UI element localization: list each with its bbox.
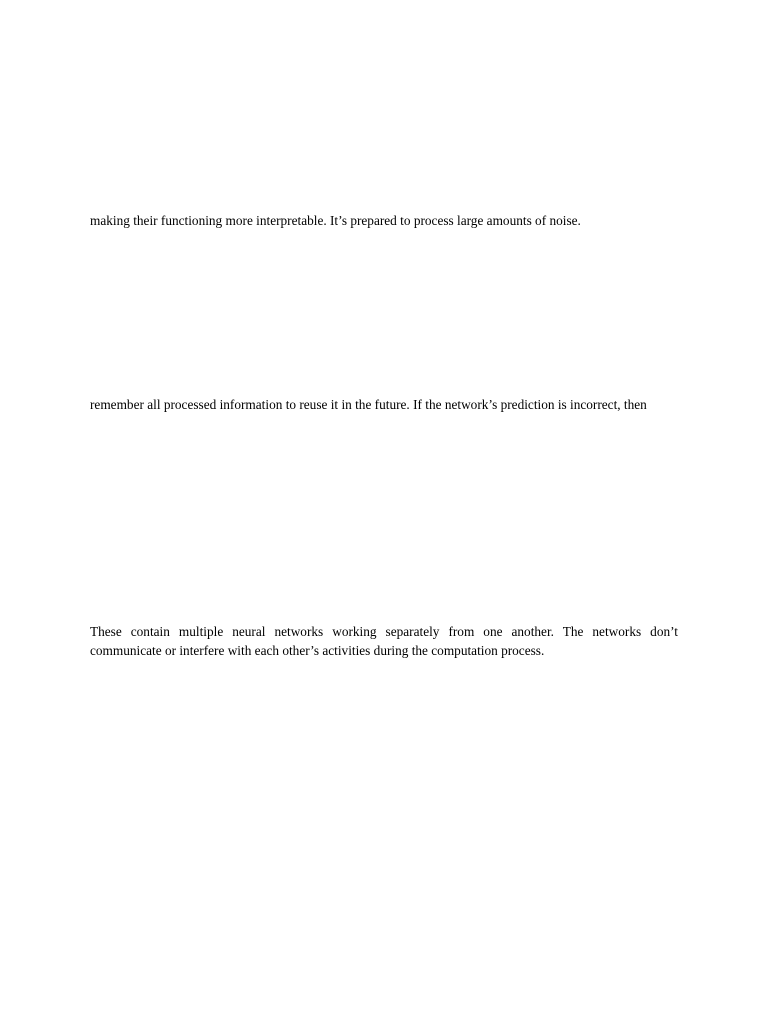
paragraph-multiple-networks: These contain multiple neural networks working separately from one another. The networks don’t communicate or interfere with each other’s activities during the computation process. [90, 624, 678, 658]
paragraph-interpretable-noise: making their functioning more interpretable. It’s prepared to process large amounts of noise. [90, 213, 581, 228]
paragraph-remember-information: remember all processed information to reuse it in the future. If the network’s prediction is incorrect, then [90, 397, 647, 412]
